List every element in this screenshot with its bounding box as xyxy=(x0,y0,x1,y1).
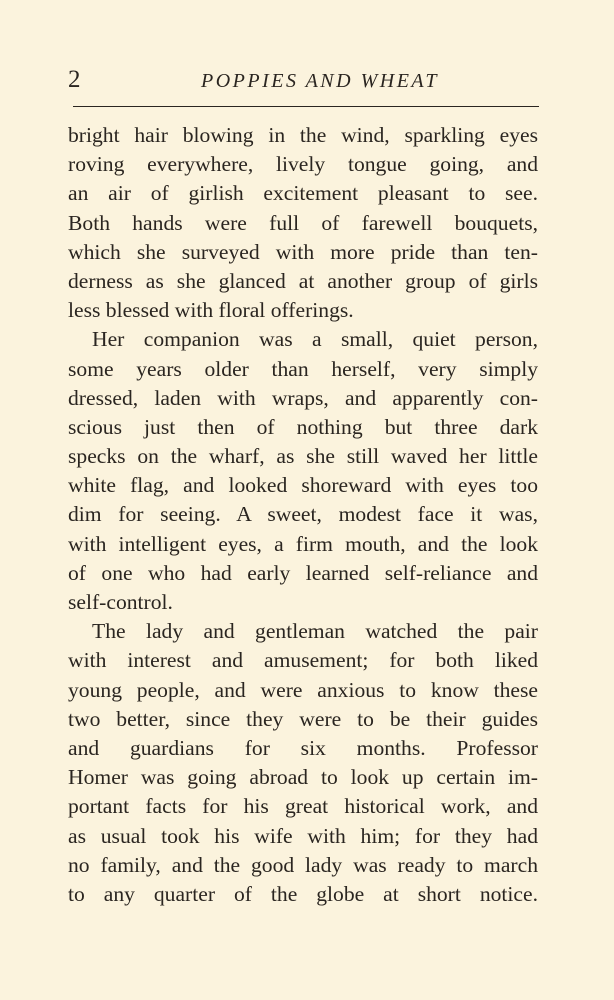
text-line: some years older than herself, very simply xyxy=(68,356,538,381)
text-line: with intelligent eyes, a firm mouth, and the look xyxy=(68,531,538,556)
text-line: roving everywhere, lively tongue going, and xyxy=(68,152,538,177)
text-line: self-control. xyxy=(68,590,173,614)
text-line: no family, and the good lady was ready to march xyxy=(68,852,538,877)
text-line: scious just then of nothing but three dark xyxy=(68,414,538,439)
header-rule xyxy=(73,106,539,107)
text-line: Homer was going abroad to look up certain im- xyxy=(68,765,538,790)
page-number: 2 xyxy=(68,66,81,93)
text-line: portant facts for his great historical work, and xyxy=(68,794,538,819)
text-line: to any quarter of the globe at short notice. xyxy=(68,881,538,906)
paragraph xyxy=(68,617,538,909)
running-head xyxy=(68,62,538,96)
running-title: POPPIES AND WHEAT xyxy=(200,70,440,92)
text-line: bright hair blowing in the wind, sparkling eyes xyxy=(68,123,538,147)
text-line: white flag, and looked shoreward with eyes too xyxy=(68,473,538,498)
text-line: dressed, laden with wraps, and apparently con- xyxy=(68,385,538,410)
text-line: with interest and amusement; for both liked xyxy=(68,648,538,673)
text-line: specks on the wharf, as she still waved her little xyxy=(68,444,538,469)
text-line: and guardians for six months. Professor xyxy=(68,735,538,760)
text-line: of one who had early learned self-reliance and xyxy=(68,560,538,585)
text-line: less blessed with floral offerings. xyxy=(68,298,354,323)
body-text xyxy=(68,121,538,909)
text-line: Her companion was a small, quiet person, xyxy=(92,327,538,352)
text-line: dim for seeing. A sweet, modest face it was, xyxy=(68,502,538,527)
paragraph xyxy=(68,121,538,325)
paragraph xyxy=(68,325,538,617)
text-line: an air of girlish excitement pleasant to see. xyxy=(68,181,538,206)
text-line: two better, since they were to be their guides xyxy=(68,706,538,731)
text-line: The lady and gentleman watched the pair xyxy=(92,619,538,644)
text-line: derness as she glanced at another group of girls xyxy=(68,268,538,293)
text-line: young people, and were anxious to know these xyxy=(68,677,538,702)
text-line: Both hands were full of farewell bouquets, xyxy=(68,210,538,235)
text-line: which she surveyed with more pride than ten- xyxy=(68,239,538,264)
text-line: as usual took his wife with him; for they had xyxy=(68,823,538,848)
